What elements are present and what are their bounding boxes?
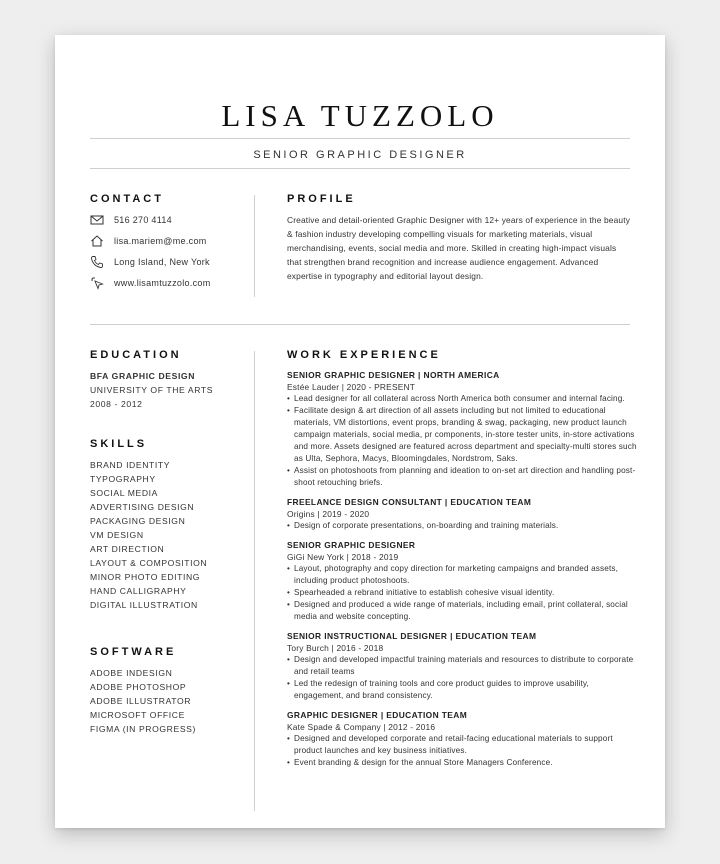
profile-heading: PROFILE [287, 193, 356, 205]
skill-item: HAND CALLIGRAPHY [90, 586, 187, 596]
bottom-column-divider [254, 351, 255, 811]
top-column-divider [254, 195, 255, 297]
job-entry [287, 369, 637, 489]
profile-text: Creative and detail-oriented Graphic Designer with 12+ years of experience in the beauty & fashion industry developing compelling visuals for marketing materials, visual merchandising, events, social media and more. Skilled in creating high-impact visuals that strengthen brand recognition and increase audience engagement. Advanced expertise in typography and editorial layout design. [287, 215, 631, 281]
job-bullet: • Assist on photoshoots from planning and ideation to on-set art direction and handling post-shoot retouching briefs. [287, 465, 637, 489]
job-bullet-list [287, 393, 637, 489]
skill-item: PACKAGING DESIGN [90, 516, 186, 526]
job-entry [287, 539, 637, 623]
job-company-dates: Origins | 2019 - 2020 [287, 509, 370, 519]
education-years: 2008 - 2012 [90, 399, 143, 409]
job-bullet: • Facilitate design & art direction of all assets including but not limited to educational materials, VM distortions, event props, branding & swag, packaging, new product launch campaign materials, social media, pr components, in-store tester units, in-store activations and more. Assets designed are featured across department and specialty-multi stores such as Ulta, Sephora, Macys, Bloomingdales, Nordstrom, Saks. [287, 405, 637, 465]
skill-item: ADVERTISING DESIGN [90, 502, 195, 512]
contact-email[interactable]: lisa.mariem@me.com [114, 236, 207, 246]
job-title: FREELANCE DESIGN CONSULTANT | EDUCATION TEAM [287, 497, 532, 507]
software-heading: SOFTWARE [90, 646, 177, 658]
resume-title: SENIOR GRAPHIC DESIGNER [253, 149, 467, 161]
job-bullet-list [287, 563, 637, 623]
software-item: ADOBE ILLUSTRATOR [90, 696, 192, 706]
contact-location: Long Island, New York [114, 257, 210, 267]
job-title: SENIOR GRAPHIC DESIGNER | NORTH AMERICA [287, 370, 500, 380]
job-company-dates: GiGi New York | 2018 - 2019 [287, 552, 399, 562]
education-degree: BFA GRAPHIC DESIGN [90, 371, 196, 381]
skill-item: TYPOGRAPHY [90, 474, 156, 484]
software-item: ADOBE PHOTOSHOP [90, 682, 187, 692]
job-bullet: • Spearheaded a rebrand initiative to establish cohesive visual identity. [287, 587, 637, 599]
job-bullet: • Lead designer for all collateral across North America both consumer and internal facing. [287, 393, 637, 405]
job-bullet: • Design and developed impactful training materials and resources to distribute to corporate and retail teams [287, 654, 637, 678]
skill-item: ART DIRECTION [90, 544, 165, 554]
header-bottom-divider [90, 168, 630, 169]
skill-item: DIGITAL ILLUSTRATION [90, 600, 198, 610]
contact-phone: 516 270 4114 [114, 215, 172, 225]
skill-item: BRAND IDENTITY [90, 460, 171, 470]
job-entry [287, 496, 637, 532]
job-title: SENIOR GRAPHIC DESIGNER [287, 540, 416, 550]
software-item: MICROSOFT OFFICE [90, 710, 185, 720]
job-bullet: • Led the redesign of training tools and core product guides to improve usability, engagement, and brand consistency. [287, 678, 637, 702]
education-school: UNIVERSITY OF THE ARTS [90, 385, 214, 395]
home-icon [90, 234, 104, 248]
skills-heading: SKILLS [90, 438, 148, 450]
software-item: FIGMA (IN PROGRESS) [90, 724, 196, 734]
contact-website[interactable]: www.lisamtuzzolo.com [114, 278, 211, 288]
contact-heading: CONTACT [90, 193, 164, 205]
resume-name: LISA TUZZOLO [221, 97, 499, 133]
job-bullet: • Design of corporate presentations, on-boarding and training materials. [287, 520, 637, 532]
resume-page [55, 35, 665, 828]
job-entry [287, 709, 637, 769]
skill-item: VM DESIGN [90, 530, 144, 540]
skills-list [90, 458, 207, 612]
skill-item: LAYOUT & COMPOSITION [90, 558, 208, 568]
job-bullet: • Designed and developed corporate and retail-facing educational materials to support product launches and key business initiatives. [287, 733, 637, 757]
contact-location-row [90, 255, 210, 269]
job-entry [287, 630, 637, 702]
contact-email-row [90, 234, 207, 248]
work-experience-list [287, 369, 637, 776]
education-list [90, 369, 213, 411]
job-company-dates: Estée Lauder | 2020 - PRESENT [287, 382, 416, 392]
job-company-dates: Tory Burch | 2016 - 2018 [287, 643, 384, 653]
skill-item: MINOR PHOTO EDITING [90, 572, 201, 582]
job-bullet: • Layout, photography and copy direction for marketing campaigns and branded assets, including product photoshoots. [287, 563, 637, 587]
job-bullet-list [287, 733, 637, 769]
job-bullet-list [287, 520, 637, 532]
software-list [90, 666, 196, 736]
section-divider [90, 324, 630, 325]
education-heading: EDUCATION [90, 349, 182, 361]
envelope-icon [90, 213, 104, 227]
job-bullet-list [287, 654, 637, 702]
skill-item: SOCIAL MEDIA [90, 488, 159, 498]
job-bullet: • Event branding & design for the annual Store Managers Conference. [287, 757, 637, 769]
job-title: SENIOR INSTRUCTIONAL DESIGNER | EDUCATION TEAM [287, 631, 537, 641]
job-bullet: • Designed and produced a wide range of materials, including email, print collateral, social media and website concepting. [287, 599, 637, 623]
job-title: GRAPHIC DESIGNER | EDUCATION TEAM [287, 710, 468, 720]
software-item: ADOBE INDESIGN [90, 668, 173, 678]
work-heading: WORK EXPERIENCE [287, 349, 441, 361]
cursor-icon [90, 276, 104, 290]
contact-phone-row [90, 213, 172, 227]
header-top-divider [90, 138, 630, 139]
phone-icon [90, 255, 104, 269]
contact-website-row [90, 276, 211, 290]
job-company-dates: Kate Spade & Company | 2012 - 2016 [287, 722, 436, 732]
